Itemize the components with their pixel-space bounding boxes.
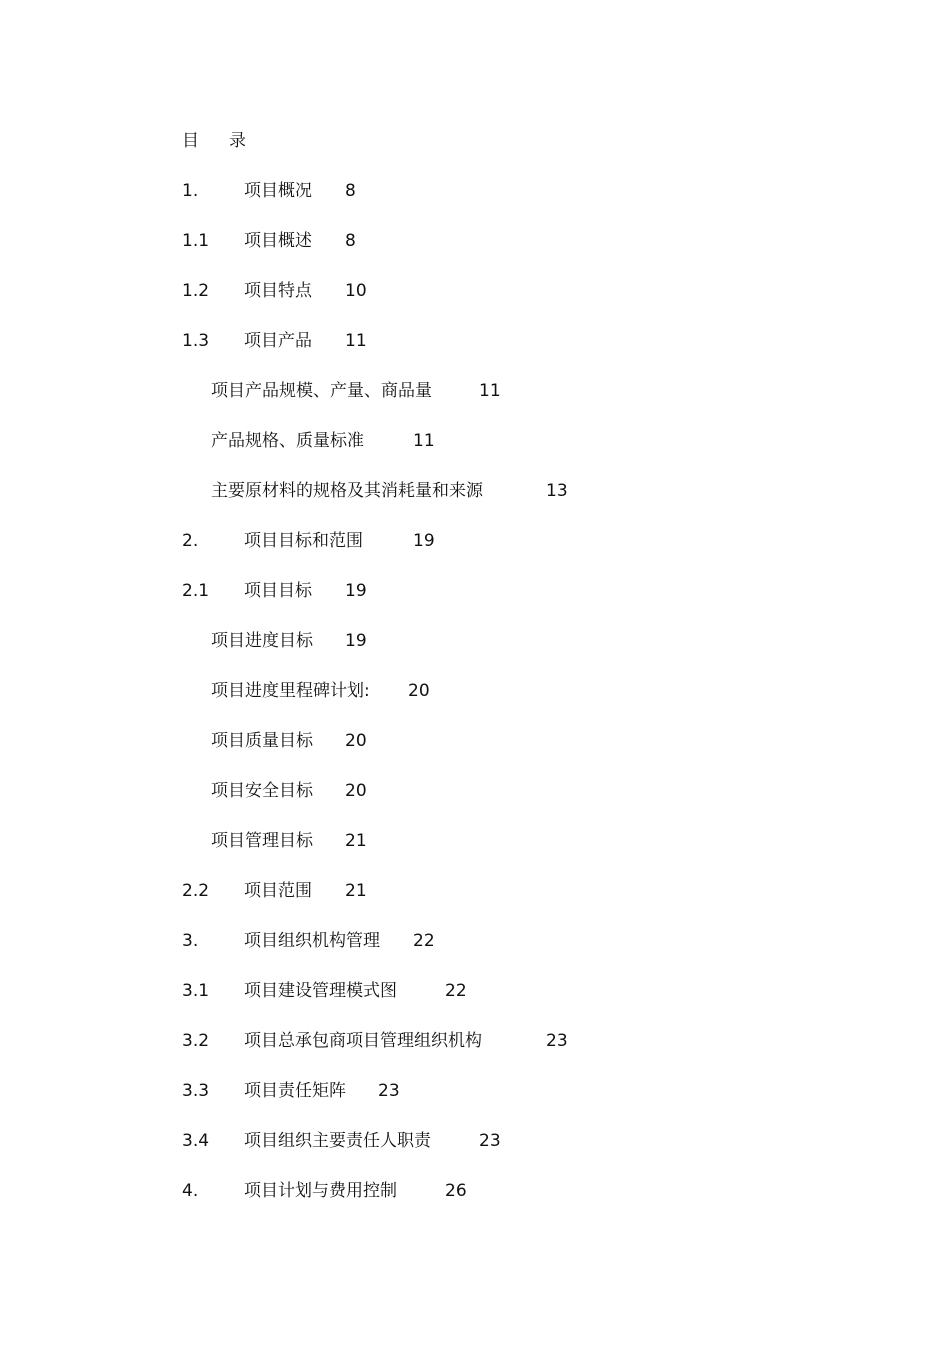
toc-entry-page: 19	[413, 531, 435, 551]
toc-entry-title: 项目概况	[244, 181, 312, 201]
toc-entry-title: 项目产品规模、产量、商品量	[211, 381, 432, 401]
toc-entry-number: 1.	[182, 181, 199, 201]
toc-entry-page: 23	[546, 1031, 568, 1051]
toc-entry-title: 项目进度里程碑计划:	[211, 681, 370, 701]
toc-entry-page: 21	[345, 881, 367, 901]
toc-entry-title: 项目安全目标	[211, 781, 313, 801]
toc-entry-page: 19	[345, 631, 367, 651]
toc-entry-title: 项目目标	[244, 581, 312, 601]
toc-entry-page: 23	[479, 1131, 501, 1151]
toc-entry-title: 项目进度目标	[211, 631, 313, 651]
toc-entry-page: 19	[345, 581, 367, 601]
toc-entry-page: 13	[546, 481, 568, 501]
toc-entry-page: 8	[345, 181, 356, 201]
toc-entry-number: 1.2	[182, 281, 210, 301]
toc-entry-page: 10	[345, 281, 367, 301]
toc-entry-page: 11	[479, 381, 501, 401]
toc-entry-number: 1.1	[182, 231, 210, 251]
toc-entry-title: 项目组织机构管理	[244, 931, 380, 951]
toc-entry-title: 项目概述	[244, 231, 312, 251]
toc-entry-title: 项目管理目标	[211, 831, 313, 851]
toc-entry-title: 项目产品	[244, 331, 312, 351]
toc-entry-page: 8	[345, 231, 356, 251]
toc-heading-char-1: 目	[182, 131, 199, 151]
toc-entry-title: 项目计划与费用控制	[244, 1181, 397, 1201]
toc-entry-title: 产品规格、质量标准	[211, 431, 364, 451]
toc-entry-page: 20	[345, 731, 367, 751]
toc-entry-page: 20	[345, 781, 367, 801]
toc-entry-number: 3.3	[182, 1081, 210, 1101]
toc-entry-number: 4.	[182, 1181, 199, 1201]
toc-entry-page: 11	[413, 431, 435, 451]
toc-entry-number: 2.	[182, 531, 199, 551]
toc-entry-page: 21	[345, 831, 367, 851]
toc-entry-page: 22	[445, 981, 467, 1001]
toc-entry-title: 项目范围	[244, 881, 312, 901]
toc-entry-page: 11	[345, 331, 367, 351]
toc-entry-number: 3.4	[182, 1131, 210, 1151]
toc-entry-page: 22	[413, 931, 435, 951]
toc-entry-page: 23	[378, 1081, 400, 1101]
toc-entry-title: 项目质量目标	[211, 731, 313, 751]
toc-entry-page: 26	[445, 1181, 467, 1201]
toc-entry-number: 2.1	[182, 581, 210, 601]
toc-entry-title: 项目建设管理模式图	[244, 981, 397, 1001]
toc-entry-number: 1.3	[182, 331, 210, 351]
toc-heading-char-2: 录	[229, 131, 246, 151]
toc-entry-title: 项目目标和范围	[244, 531, 363, 551]
toc-entry-title: 项目组织主要责任人职责	[244, 1131, 431, 1151]
toc-entry-title: 项目责任矩阵	[244, 1081, 346, 1101]
toc-entry-title: 项目总承包商项目管理组织机构	[244, 1031, 482, 1051]
toc-entry-number: 3.2	[182, 1031, 210, 1051]
toc-entry-number: 3.1	[182, 981, 210, 1001]
toc-entry-page: 20	[408, 681, 430, 701]
toc-entry-number: 2.2	[182, 881, 210, 901]
toc-entry-title: 主要原材料的规格及其消耗量和来源	[211, 481, 483, 501]
toc-entry-title: 项目特点	[244, 281, 312, 301]
toc-entry-number: 3.	[182, 931, 199, 951]
